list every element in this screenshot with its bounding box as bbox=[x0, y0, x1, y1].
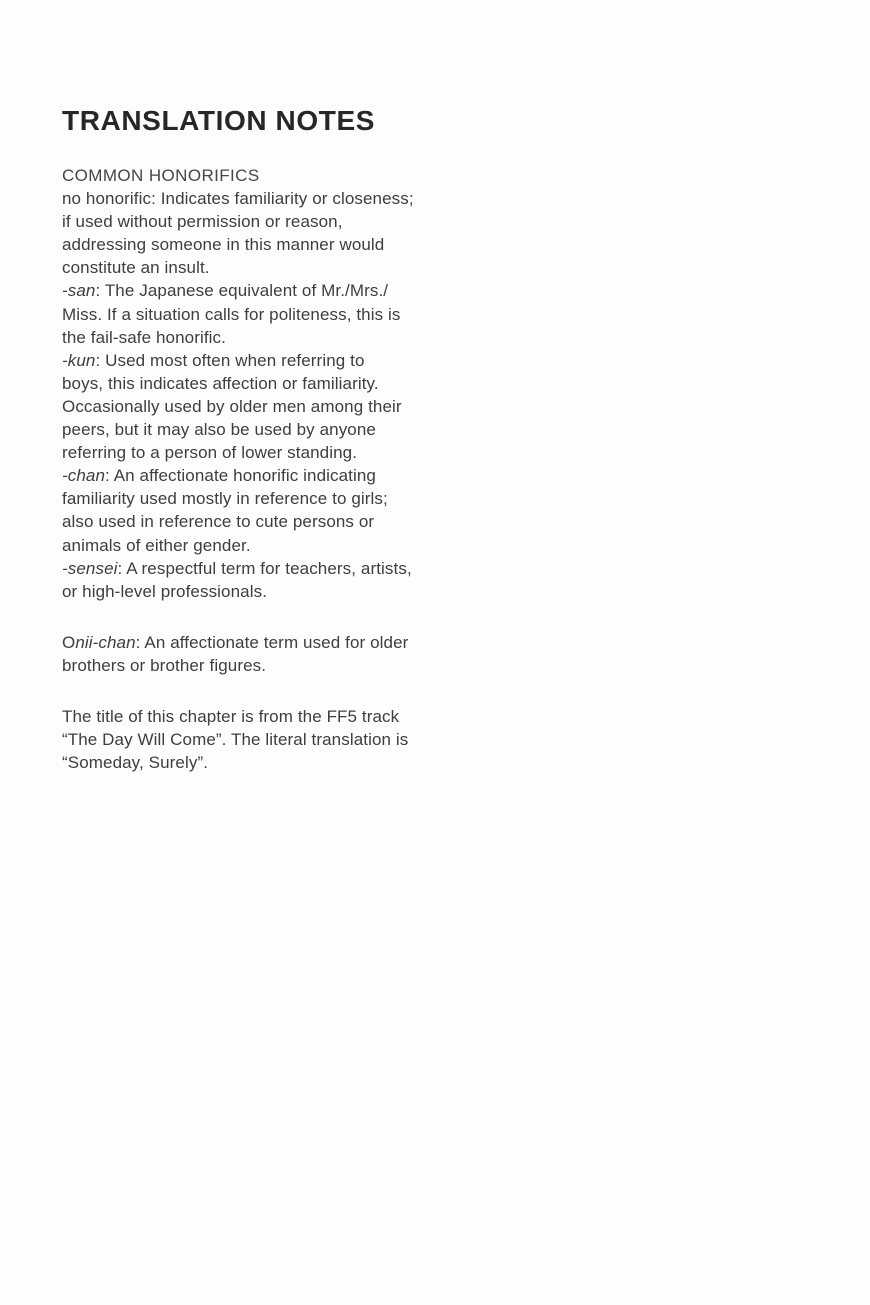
honorific-term: -san bbox=[62, 281, 96, 301]
text-segment: “Someday, Surely”. bbox=[62, 753, 209, 773]
text-line bbox=[62, 441, 492, 464]
text-line bbox=[62, 210, 492, 233]
text-segment: : An affectionate honorific indicating bbox=[105, 466, 376, 486]
text-segment: : An affectionate term used for older bbox=[135, 632, 409, 652]
text-line bbox=[62, 534, 492, 557]
honorific-term: -chan bbox=[62, 466, 106, 486]
text-segment: if used without permission or reason, bbox=[62, 212, 343, 232]
text-segment: : The Japanese equivalent of Mr./Mrs./ bbox=[95, 281, 389, 301]
text-line bbox=[62, 326, 492, 349]
text-line bbox=[62, 510, 492, 533]
text-line bbox=[62, 464, 492, 487]
text-segment: or high-level professionals. bbox=[62, 581, 268, 601]
text-segment: the fail-safe honorific. bbox=[62, 327, 226, 347]
text-segment: : A respectful term for teachers, artists, bbox=[117, 558, 412, 578]
text-segment: also used in reference to cute persons or bbox=[62, 512, 375, 532]
text-segment: referring to a person of lower standing. bbox=[62, 443, 358, 463]
honorific-term: -kun bbox=[62, 350, 96, 370]
text-line bbox=[62, 418, 492, 441]
text-line bbox=[62, 279, 492, 302]
page-title: TRANSLATION NOTES bbox=[62, 105, 376, 136]
text-segment: : Used most often when referring to bbox=[95, 350, 365, 370]
paragraph-chapter-title bbox=[62, 705, 492, 774]
text-segment: boys, this indicates affection or familiarity. bbox=[62, 373, 379, 393]
text-line bbox=[62, 705, 492, 728]
text-line bbox=[62, 349, 492, 372]
section-heading: COMMON HONORIFICS bbox=[62, 166, 260, 185]
text-segment: animals of either gender. bbox=[62, 535, 251, 555]
text-segment: addressing someone in this manner would bbox=[62, 235, 385, 255]
text-segment: peers, but it may also be used by anyone bbox=[62, 420, 376, 440]
text-segment: Miss. If a situation calls for politeness, this is bbox=[62, 304, 401, 324]
text-segment: familiarity used mostly in reference to girls; bbox=[62, 489, 388, 509]
text-line bbox=[62, 187, 492, 210]
text-line bbox=[62, 372, 492, 395]
text-segment: Occasionally used by older men among their bbox=[62, 396, 402, 416]
text-segment: no honorific: Indicates familiarity or closeness; bbox=[62, 189, 414, 209]
text-segment: brothers or brother figures. bbox=[62, 655, 267, 675]
text-segment: constitute an insult. bbox=[62, 258, 210, 278]
text-line bbox=[62, 580, 492, 603]
text-line bbox=[62, 256, 492, 279]
text-line bbox=[62, 751, 492, 774]
paragraphs-container bbox=[62, 187, 492, 774]
paragraph-common-honorifics bbox=[62, 187, 492, 603]
text-line bbox=[62, 487, 492, 510]
text-line bbox=[62, 631, 492, 654]
text-segment: The title of this chapter is from the FF5 track bbox=[62, 706, 400, 726]
page-content bbox=[62, 104, 492, 774]
text-line bbox=[62, 654, 492, 677]
text-segment: “The Day Will Come”. The literal translation is bbox=[62, 730, 409, 750]
text-line bbox=[62, 303, 492, 326]
notes-body bbox=[62, 164, 492, 774]
text-line bbox=[62, 395, 492, 418]
text-line bbox=[62, 557, 492, 580]
honorific-term: nii-chan bbox=[75, 632, 136, 652]
text-segment: O bbox=[62, 632, 76, 652]
text-line bbox=[62, 728, 492, 751]
text-line bbox=[62, 233, 492, 256]
paragraph-onii-chan bbox=[62, 631, 492, 677]
honorific-term: -sensei bbox=[62, 558, 118, 578]
